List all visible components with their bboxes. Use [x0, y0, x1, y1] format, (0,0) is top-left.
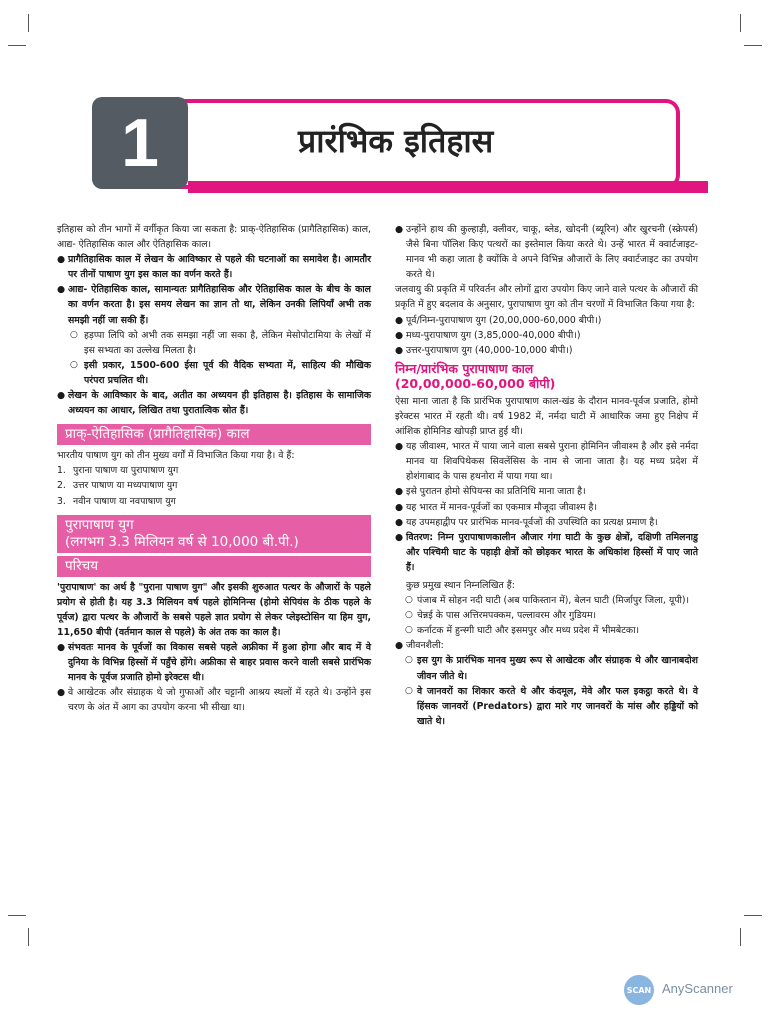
places-intro: कुछ प्रमुख स्थान निम्नलिखित हैं:	[406, 579, 515, 591]
section-text: भारतीय पाषाण युग को तीन मुख्य वर्गों में विभाजित किया गया है। वे हैं:	[57, 450, 295, 462]
bullet-text: संभवतः मानव के पूर्वजों का विकास सबसे पहले अफ्रीका में हुआ होगा और बाद में वे दुनिया के विभिन्न हिस्सों में पहुँचे होंगे। अफ्रीका से बाहर प्रवास करने वाली सबसे प्रारंभिक मानव के पूर्वज प्रजाति होमो इरेक्टस थी।	[68, 641, 371, 684]
right-column	[395, 222, 698, 729]
sub-list-item	[395, 684, 698, 729]
circle-bullet-icon: ○	[405, 655, 413, 666]
place-text: चेन्नई के पास अत्तिरमपक्कम, पल्लावरम और गुडियम।	[417, 610, 597, 622]
numbered-item	[57, 463, 371, 478]
sub-list-item	[57, 328, 371, 358]
list-item	[395, 515, 698, 530]
scan-logo-text: SCAN	[626, 985, 652, 995]
heading-line: (लगभग 3.3 मिलियन वर्ष से 10,000 बी.पी.)	[65, 533, 299, 550]
intro-paragraph: 'पुरापाषाण' का अर्थ है "पुराना पाषाण युग" और इसकी शुरुआत पत्थर के औजारों के पहले प्रयोग से होती है। यह 3.3 मिलियन वर्ष पहले होमिनिन्स (होमो सेपियंस के ठीक पहले के पूर्वज) द्वारा पत्थर के औजारों के सबसे पहले ज्ञात प्रयोग से लेकर प्लेइस्टोसिन या हिम युग, 11,650 बीपी (वर्तमान काल से पहले) के अंत तक का काल है।	[57, 581, 371, 638]
item-number: 2.	[57, 480, 66, 492]
list-item	[395, 222, 698, 282]
sub-text: इसी प्रकार, 1500-600 ईसा पूर्व की वैदिक सभ्यता में, साहित्य की मौखिक परंपरा प्रचलित थी।	[84, 359, 371, 386]
bullet-text: यह जीवाश्म, भारत में पाया जाने वाला सबसे पुराना होमिनिन जीवाश्म है और इसे नर्मदा मानव या शिवपिथेकस सिवलेंसिस के नाम से जाना जाता है। यह मध्य प्रदेश में होशंगाबाद के पास हथनोरा में पाया गया था।	[406, 441, 698, 483]
list-item	[57, 282, 371, 327]
heading-line: (20,00,000-60,000 बीपी)	[395, 375, 556, 391]
section-heading-introduction: परिचय	[57, 556, 371, 577]
bullet-text: यह उपमहाद्वीप पर प्रारंभिक मानव-पूर्वजों की उपस्थिति का प्रत्यक्ष प्रमाण है।	[406, 516, 658, 528]
list-item	[395, 638, 698, 653]
life-text: वे जानवरों का शिकार करते थे और कंदमूल, मेवे और फल इकट्ठा करते थे। वे हिंसक जानवरों (Predators) द्वारा मारे गए जानवरों के मांस और हड्डियों को खाते थे।	[417, 685, 698, 727]
bullet-text: प्रागैतिहासिक काल में लेखन के आविष्कार से पहले की घटनाओं का समावेश है। आमतौर पर तीनों पाषाण युग इस काल का वर्णन करते हैं।	[68, 254, 371, 281]
bullet-icon: ●	[57, 687, 66, 699]
list-item	[57, 252, 371, 282]
crop-mark	[28, 928, 29, 946]
bullet-text: वितरण: निम्न पुरापाषाणकालीन औजार गंगा घाटी के कुछ क्षेत्रों, दक्षिणी तमिलनाडु और पश्चिमी घाट के पहाड़ी क्षेत्रों को छोड़कर भारत के अधिकांश हिस्सों में पाए जाते हैं।	[406, 531, 698, 573]
bullet-icon: ●	[57, 254, 66, 266]
bullet-icon: ●	[395, 329, 404, 341]
phase-text: मध्य-पुरापाषाण युग (3,85,000-40,000 बीपी।)	[406, 329, 581, 341]
chapter-number: 1	[121, 105, 159, 181]
crop-mark	[740, 928, 741, 946]
phase-text: पूर्व/निम्न-पुरापाषाण युग (20,00,000-60,000 बीपी।)	[406, 314, 602, 326]
crop-mark	[8, 915, 26, 916]
bullet-icon: ●	[395, 486, 404, 498]
list-item	[395, 313, 698, 328]
circle-bullet-icon: ○	[70, 359, 78, 370]
bullet-icon: ●	[395, 501, 404, 513]
circle-bullet-icon: ○	[405, 625, 413, 636]
bullet-icon: ●	[395, 516, 404, 528]
chapter-number-box	[92, 97, 188, 189]
bullet-icon: ●	[395, 344, 404, 356]
list-item	[57, 388, 371, 418]
circle-bullet-icon: ○	[405, 685, 413, 696]
crop-mark	[744, 45, 762, 46]
bullet-text: वे आखेटक और संग्राहक थे जो गुफाओं और चट्टानी आश्रय स्थलों में रहते थे। उन्होंने इस चरण के अंत में आग का उपयोग करना भी सीखा था।	[68, 687, 371, 714]
paragraph: ऐसा माना जाता है कि प्रारंभिक पुरापाषाण काल-खंड के दौरान मानव-पूर्वज प्रजाति, होमो इरेक्टस भारत में रहती थी। वर्ष 1982 में, नर्मदा घाटी में आधारिक जमा हुए निक्षेप में आंशिक होमिनिड खोपड़ी प्राप्त हुई थी।	[395, 395, 698, 438]
bullet-icon: ●	[395, 314, 404, 326]
circle-bullet-icon: ○	[70, 329, 78, 340]
bullet-text: जीवनशैली:	[406, 640, 444, 652]
bullet-text: यह भारत में मानव-पूर्वजों का एकमात्र मौजूदा जीवाश्म है।	[406, 501, 597, 513]
section-heading-lower-paleolithic	[395, 361, 698, 391]
bullet-icon: ●	[395, 441, 404, 453]
item-number: 3.	[57, 495, 66, 507]
bullet-text: लेखन के आविष्कार के बाद, अतीत का अध्ययन ही इतिहास है। इतिहास के सामाजिक अध्ययन का आधार, लिखित तथा पुरातात्विक स्रोत हैं।	[68, 390, 371, 417]
item-text: नवीन पाषाण या नवपाषाण युग	[73, 495, 176, 507]
crop-mark	[740, 14, 741, 32]
bullet-text: इसे पुरातन होमो सेपियन्स का प्रतिनिधि माना जाता है।	[406, 486, 586, 498]
chapter-header	[92, 97, 680, 193]
item-text: पुराना पाषाण या पुरापाषाण युग	[73, 465, 179, 477]
place-text: कर्नाटक में हुन्स्गी घाटी और इसमपुर और मध्य प्रदेश में भीमबेटका।	[417, 625, 639, 637]
list-item	[395, 484, 698, 499]
item-text: उत्तर पाषाण या मध्यपाषाण युग	[73, 480, 178, 492]
bullet-icon: ●	[395, 224, 404, 235]
sub-list-item	[395, 623, 698, 638]
heading-line: निम्न/प्रारंभिक पुरापाषाण काल	[395, 360, 534, 376]
bullet-icon: ●	[57, 641, 66, 653]
phase-text: उत्तर-पुरापाषाण युग (40,000-10,000 बीपी।)	[406, 344, 573, 356]
bullet-text: आद्य- ऐतिहासिक काल, सामान्यतः प्रागैतिहासिक और ऐतिहासिक काल के बीच के काल का वर्णन करता है। इस समय लेखन का ज्ञान तो था, लेकिन उनकी लिपियाँ अभी तक समझी नहीं जा सकी हैं।	[68, 284, 371, 326]
circle-bullet-icon: ○	[405, 595, 413, 606]
intro-paragraph: इतिहास को तीन भागों में वर्गीकृत किया जा सकता है: प्राक्-ऐतिहासिक (प्रागैतिहासिक) काल, आद्य- ऐतिहासिक काल और ऐतिहासिक काल।	[57, 224, 371, 251]
bullet-icon: ●	[395, 531, 404, 543]
anyscanner-watermark: AnyScanner	[662, 981, 733, 996]
sub-list-item	[395, 593, 698, 608]
crop-mark	[28, 14, 29, 32]
sub-list-item	[57, 358, 371, 388]
chapter-title: प्रारंभिक इतिहास	[298, 122, 494, 160]
anyscanner-logo-icon	[624, 975, 654, 1005]
paragraph: जलवायु की प्रकृति में परिवर्तन और लोगों द्वारा उपयोग किए जाने वाले पत्थर के औजारों की प्रकृति में हुए बदलाव के अनुसार, पुरापाषाण युग को तीन चरणों में विभाजित किया गया है:	[395, 284, 698, 311]
section-heading-paleolithic	[57, 515, 371, 553]
list-item	[57, 640, 371, 685]
list-item	[395, 343, 698, 358]
circle-bullet-icon: ○	[405, 610, 413, 621]
bullet-icon: ●	[57, 284, 66, 296]
item-number: 1.	[57, 465, 66, 477]
crop-mark	[8, 45, 26, 46]
numbered-item	[57, 494, 371, 509]
sub-text: हड़प्पा लिपि को अभी तक समझा नहीं जा सका है, लेकिन मेसोपोटामिया के लेखों में इस सभ्यता का उल्लेख मिलता है।	[84, 329, 371, 356]
left-column	[57, 222, 371, 715]
list-item	[395, 500, 698, 515]
list-item	[395, 530, 698, 575]
life-text: इस युग के प्रारंभिक मानव मुख्य रूप से आखेटक और संग्राहक थे और खानाबदोश जीवन जीते थे।	[417, 655, 698, 682]
bullet-icon: ●	[57, 390, 66, 402]
sub-list-item	[395, 653, 698, 683]
bullet-text: उन्होंने हाथ की कुल्हाड़ी, क्लीवर, चाकू, ब्लेड, खोदनी (ब्यूरिन) और खुरचनी (स्क्रेपर्स) जैसे बिना पॉलिश किए पत्थरों का इस्तेमाल किया करते थे। उन्हें भारत में क्वार्टजाइट-मानव भी कहा जाता है क्योंकि वे अपने विभिन्न औजारों के लिए क्वार्टजाइट का उपयोग करते थे।	[406, 224, 698, 281]
list-item	[57, 685, 371, 715]
section-heading-prehistoric: प्राक्-ऐतिहासिक (प्रागैतिहासिक) काल	[57, 424, 371, 445]
chapter-underline-bar	[188, 181, 708, 193]
sub-list-item	[395, 608, 698, 623]
place-text: पंजाब में सोहन नदी घाटी (अब पाकिस्तान में), बेलन घाटी (मिर्जापुर जिला, यूपी)।	[417, 595, 690, 607]
numbered-item	[57, 478, 371, 493]
heading-line: पुरापाषाण युग	[65, 516, 134, 533]
crop-mark	[744, 915, 762, 916]
list-item	[395, 328, 698, 343]
list-item	[395, 439, 698, 484]
bullet-icon: ●	[395, 640, 404, 652]
